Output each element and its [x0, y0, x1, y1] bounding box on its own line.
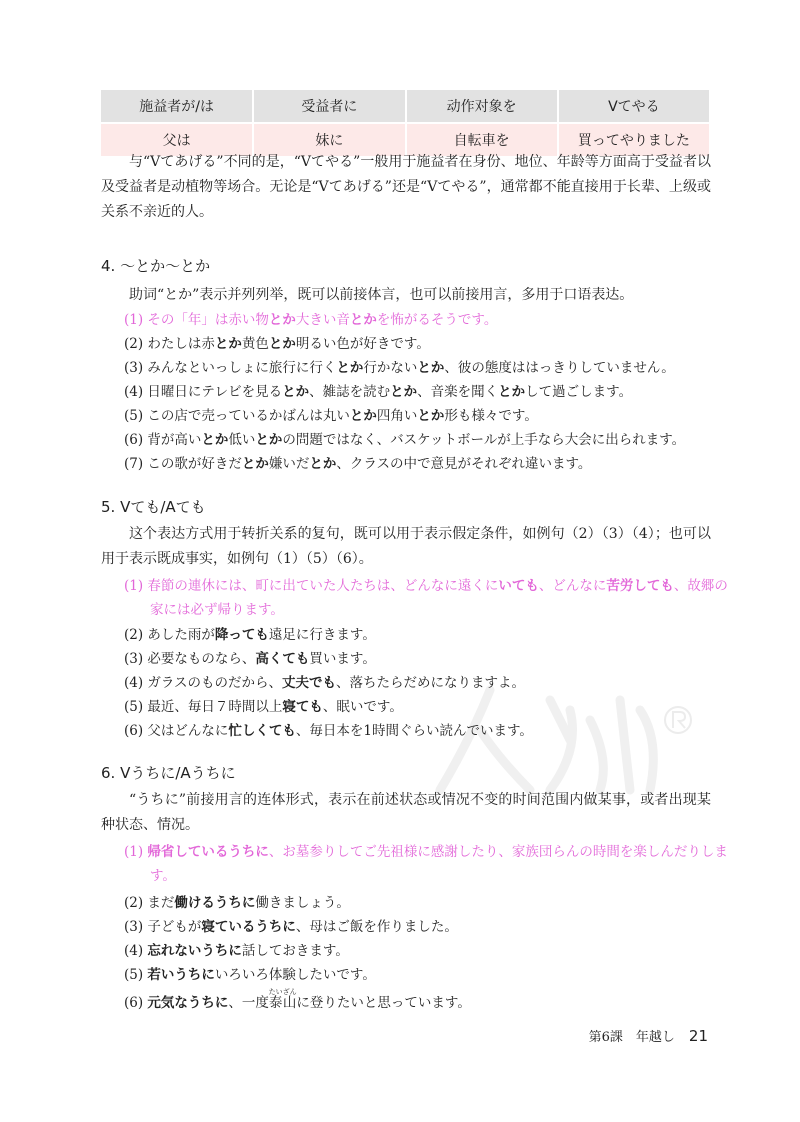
example-sentence [124, 695, 740, 719]
sentence-text: 、毎日本を1時間ぐらい読んでいます。 [295, 723, 533, 739]
highlighted-pattern: 丈夫でも [282, 675, 337, 691]
highlighted-pattern: とか [201, 432, 229, 448]
page-footer [589, 1026, 708, 1045]
sentence-text: (1) 春節の連休には、町に出ていた人たちは、どんなに遠くに [124, 578, 499, 594]
highlighted-pattern: とか [282, 384, 310, 400]
highlighted-pattern: とか [349, 408, 377, 424]
example-sentence [124, 574, 740, 622]
sentence-text: 、雑誌を読む [309, 384, 391, 400]
highlighted-pattern: とか [255, 432, 283, 448]
ruby-base: 泰山 [268, 995, 297, 1011]
sentence-text: の問題ではなく、バスケットボールが上手なら大会に出られます。 [282, 432, 686, 448]
sentence-text: (5) [124, 967, 148, 983]
table-header-row [101, 90, 710, 123]
example-sentence [124, 988, 740, 1015]
sentence-text: 形も様々です。 [444, 408, 538, 424]
sentence-text: (1) その「年」は赤い物 [124, 312, 269, 328]
sentence-text: して過ごします。 [525, 384, 633, 400]
sentence-text: 嫌いだ [268, 456, 310, 472]
sentence-text: (4) ガラスのものだから、 [124, 675, 283, 691]
sentence-text: を怖がるそうです。 [376, 312, 498, 328]
sentence-text: (5) 最近、毎日７時間以上 [124, 699, 283, 715]
sentence-text: 大きい音 [295, 312, 350, 328]
sentence-text: 、お墓参りしてご先祖様に感謝したり、家族団らんの時間を楽しんだりします。 [150, 844, 728, 884]
example-sentence [124, 308, 740, 332]
sentence-text: 行かない [363, 360, 418, 376]
example-sentence [124, 623, 740, 647]
sentence-text: 黄色 [241, 336, 269, 352]
sentence-text: (6) 背が高い [124, 432, 202, 448]
table-header-cell: 施益者が/は [101, 90, 253, 123]
highlighted-pattern: 働けるうちに [174, 895, 256, 911]
table-header-cell: Vてやる [558, 90, 710, 123]
sentence-text: 、眠いです。 [322, 699, 403, 715]
highlighted-pattern: 寝ているうちに [201, 919, 296, 935]
highlighted-pattern: とか [390, 384, 418, 400]
highlighted-pattern: とか [336, 360, 364, 376]
example-sentence [124, 452, 740, 476]
sentence-text: 、音楽を聞く [417, 384, 499, 400]
sentence-text: 四角い [376, 408, 418, 424]
sentence-text: (5) この店で売っているかばんは丸い [124, 408, 350, 424]
sentence-text: (2) まだ [124, 895, 175, 911]
section-paragraph: 助词“とか”表示并列列举，既可以前接体言，也可以前接用言，多用于口语表达。 [129, 287, 634, 303]
sentence-text: 、どんなに [538, 578, 607, 594]
table-cell: 妹に [253, 123, 405, 157]
highlighted-pattern: いても [498, 578, 539, 594]
highlighted-pattern: とか [214, 336, 242, 352]
section-heading: 5. Vても/Aても [101, 498, 206, 516]
section-paragraph: 这个表达方式用于转折关系的复句，既可以用于表示假定条件，如例句（2）（3）（4）；也可以用于表示既成事实，如例句（1）（5）（6）。 [101, 526, 711, 567]
sentence-text: (2) あした雨が [124, 627, 215, 643]
example-sentence [124, 963, 740, 987]
sentence-text: 遠足に行きます。 [268, 627, 376, 643]
sentence-text: 、落ちたらだめになりますよ。 [336, 675, 526, 691]
highlighted-pattern: 忙しくても [228, 723, 296, 739]
example-sentence [124, 356, 740, 380]
sentence-text: (6) 父はどんなに [124, 723, 229, 739]
intro-paragraph: 与“Vてあげる”不同的是，“Vてやる”一般用于施益者在身份、地位、年龄等方面高于受益者以及受益者是动植物等场合。无论是“Vてあげる”还是“Vてやる”，通常都不能直接用于长辈、上级或关系不亲近的人。 [101, 154, 711, 220]
sentence-text: 買います。 [309, 651, 376, 667]
highlighted-pattern: とか [498, 384, 526, 400]
highlighted-pattern: 高くても [255, 651, 310, 667]
section-heading: 4. ～とか～とか [101, 257, 211, 275]
lesson-title: 第6課 年越し [588, 1030, 675, 1045]
sentence-text: (3) 子どもが [124, 919, 202, 935]
sentence-text: 、彼の態度ははっきりしていません。 [444, 360, 675, 376]
highlighted-pattern: とか [268, 312, 296, 328]
sentence-text: 明るい色が好きです。 [295, 336, 430, 352]
table-cell: 買ってやりました [558, 123, 710, 157]
section-paragraph: “うちに”前接用言的连体形式，表示在前述状态或情况不变的时间范围内做某事，或者出现某种状态、情况。 [101, 792, 711, 833]
highlighted-pattern: とか [417, 360, 445, 376]
table-cell: 自転車を [406, 123, 558, 157]
example-sentence [124, 332, 740, 356]
sentence-text: 働きましょう。 [255, 895, 350, 911]
highlighted-pattern: 忘れないうちに [147, 943, 242, 959]
highlighted-pattern: 元気なうちに [147, 995, 229, 1011]
example-sentence [124, 719, 740, 743]
highlighted-pattern: 苦労しても [606, 578, 674, 594]
example-sentence [124, 891, 740, 915]
sentence-text: (3) 必要なものなら、 [124, 651, 256, 667]
sentence-text: (4) [124, 943, 148, 959]
furigana: たいざん [268, 988, 297, 996]
sentence-text: (6) [124, 995, 148, 1011]
highlighted-pattern: とか [241, 456, 269, 472]
sentence-text: 低い [228, 432, 256, 448]
highlighted-pattern: とか [349, 312, 377, 328]
table-header-cell: 动作对象を [406, 90, 558, 123]
example-sentence [124, 380, 740, 404]
highlighted-pattern: 寝ても [282, 699, 323, 715]
highlighted-pattern: とか [268, 336, 296, 352]
page-number: 21 [688, 1027, 708, 1045]
grammar-table [101, 90, 711, 158]
sentence-text: 話しておきます。 [241, 943, 349, 959]
sentence-text [268, 988, 297, 1011]
highlighted-pattern: 帰省しているうちに [147, 844, 269, 860]
sentence-text: (1) [124, 844, 148, 860]
sentence-text: 、故郷の家には必ず帰ります。 [150, 578, 728, 618]
example-sentence [124, 915, 740, 939]
highlighted-pattern: 若いうちに [147, 967, 215, 983]
example-sentence [124, 428, 740, 452]
sentence-text: に登りたいと思っています。 [296, 995, 471, 1011]
highlighted-pattern: とか [417, 408, 445, 424]
example-sentence [124, 671, 740, 695]
highlighted-pattern: とか [309, 456, 337, 472]
sentence-text: 、クラスの中で意見がそれぞれ違います。 [336, 456, 592, 472]
sentence-text: 、一度 [228, 995, 269, 1011]
sentence-text: (2) わたしは赤 [124, 336, 215, 352]
table-header-cell: 受益者に [253, 90, 405, 123]
example-sentence [124, 647, 740, 671]
sentence-text: (7) この歌が好きだ [124, 456, 242, 472]
highlighted-pattern: 降っても [214, 627, 269, 643]
table-cell: 父は [101, 123, 253, 157]
section-heading: 6. Vうちに/Aうちに [101, 764, 236, 782]
sentence-text: 、母はご飯を作りました。 [295, 919, 458, 935]
sentence-text: (3) みんなといっしょに旅行に行く [124, 360, 337, 376]
example-sentence [124, 404, 740, 428]
example-sentence [124, 939, 740, 963]
example-sentence [124, 840, 740, 888]
sentence-text: (4) 日曜日にテレビを見る [124, 384, 283, 400]
sentence-text: いろいろ体験したいです。 [214, 967, 376, 983]
